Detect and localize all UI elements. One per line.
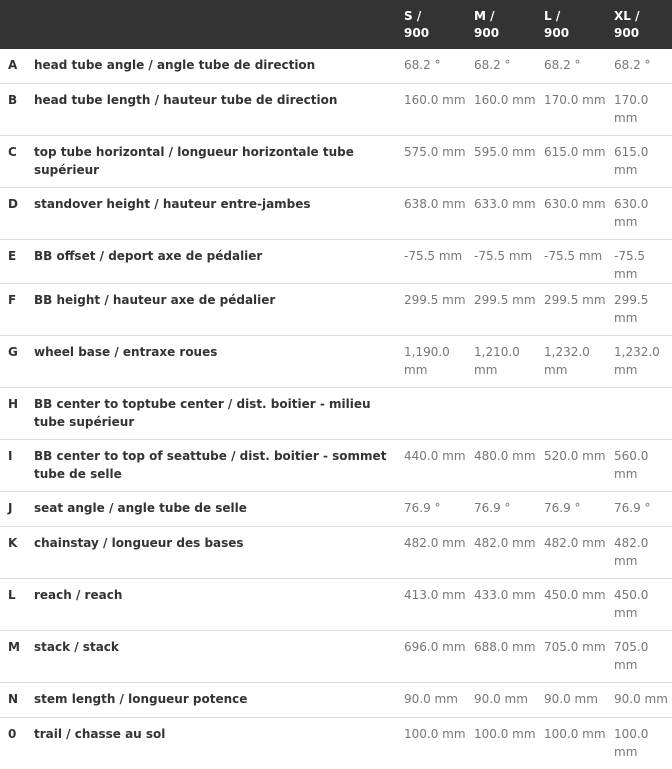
value-m: 299.5 mm bbox=[466, 284, 536, 336]
header-letter bbox=[0, 0, 34, 49]
value-xl: 560.0 mm bbox=[606, 440, 672, 492]
value-m: 480.0 mm bbox=[466, 440, 536, 492]
value-l: 615.0 mm bbox=[536, 136, 606, 188]
value-s: 90.0 mm bbox=[396, 683, 466, 718]
row-label: BB center to top of seattube / dist. boitier - sommet tube de selle bbox=[34, 440, 396, 492]
row-label: trail / chasse au sol bbox=[34, 718, 396, 769]
value-m: 90.0 mm bbox=[466, 683, 536, 718]
row-letter: I bbox=[0, 440, 34, 492]
row-letter: F bbox=[0, 284, 34, 336]
value-s: 696.0 mm bbox=[396, 631, 466, 683]
value-l: 299.5 mm bbox=[536, 284, 606, 336]
value-xl: 90.0 mm bbox=[606, 683, 672, 718]
value-s: 482.0 mm bbox=[396, 527, 466, 579]
header-size-m: M / 900 bbox=[466, 0, 536, 49]
row-letter: E bbox=[0, 240, 34, 284]
row-letter: D bbox=[0, 188, 34, 240]
table-row bbox=[0, 631, 672, 683]
value-xl: 1,232.0 mm bbox=[606, 336, 672, 388]
table-row bbox=[0, 683, 672, 718]
row-label: stack / stack bbox=[34, 631, 396, 683]
value-l: 630.0 mm bbox=[536, 188, 606, 240]
value-xl: 450.0 mm bbox=[606, 579, 672, 631]
table-row bbox=[0, 84, 672, 136]
value-s: -75.5 mm bbox=[396, 240, 466, 284]
header-size-s: S / 900 bbox=[396, 0, 466, 49]
value-l: 68.2 ° bbox=[536, 49, 606, 84]
row-label: BB height / hauteur axe de pédalier bbox=[34, 284, 396, 336]
table-body bbox=[0, 49, 672, 769]
value-s: 638.0 mm bbox=[396, 188, 466, 240]
value-s: 299.5 mm bbox=[396, 284, 466, 336]
value-s: 575.0 mm bbox=[396, 136, 466, 188]
value-s: 76.9 ° bbox=[396, 492, 466, 527]
value-m: 433.0 mm bbox=[466, 579, 536, 631]
row-label: head tube length / hauteur tube de direction bbox=[34, 84, 396, 136]
row-label: reach / reach bbox=[34, 579, 396, 631]
value-m: 100.0 mm bbox=[466, 718, 536, 769]
row-letter: M bbox=[0, 631, 34, 683]
value-xl: 615.0 mm bbox=[606, 136, 672, 188]
value-l: -75.5 mm bbox=[536, 240, 606, 284]
row-label: BB offset / deport axe de pédalier bbox=[34, 240, 396, 284]
row-label: top tube horizontal / longueur horizontale tube supérieur bbox=[34, 136, 396, 188]
table-row bbox=[0, 492, 672, 527]
value-m: 1,210.0 mm bbox=[466, 336, 536, 388]
row-label: wheel base / entraxe roues bbox=[34, 336, 396, 388]
value-m: 160.0 mm bbox=[466, 84, 536, 136]
row-label: seat angle / angle tube de selle bbox=[34, 492, 396, 527]
row-letter: A bbox=[0, 49, 34, 84]
value-l: 76.9 ° bbox=[536, 492, 606, 527]
value-m: 633.0 mm bbox=[466, 188, 536, 240]
row-label: BB center to toptube center / dist. boitier - milieu tube supérieur bbox=[34, 388, 396, 440]
value-m: 68.2 ° bbox=[466, 49, 536, 84]
table-row bbox=[0, 284, 672, 336]
value-m: -75.5 mm bbox=[466, 240, 536, 284]
value-l: 482.0 mm bbox=[536, 527, 606, 579]
row-letter: N bbox=[0, 683, 34, 718]
table-row bbox=[0, 136, 672, 188]
value-s bbox=[396, 388, 466, 440]
value-xl: 68.2 ° bbox=[606, 49, 672, 84]
value-l: 520.0 mm bbox=[536, 440, 606, 492]
value-s: 68.2 ° bbox=[396, 49, 466, 84]
row-letter: J bbox=[0, 492, 34, 527]
value-xl: 482.0 mm bbox=[606, 527, 672, 579]
header-label bbox=[34, 0, 396, 49]
value-l: 100.0 mm bbox=[536, 718, 606, 769]
table-row bbox=[0, 579, 672, 631]
row-label: stem length / longueur potence bbox=[34, 683, 396, 718]
value-m bbox=[466, 388, 536, 440]
value-xl: 705.0 mm bbox=[606, 631, 672, 683]
table-header bbox=[0, 0, 672, 49]
row-label: chainstay / longueur des bases bbox=[34, 527, 396, 579]
value-s: 160.0 mm bbox=[396, 84, 466, 136]
value-m: 76.9 ° bbox=[466, 492, 536, 527]
value-l: 705.0 mm bbox=[536, 631, 606, 683]
value-xl: 100.0 mm bbox=[606, 718, 672, 769]
table-row bbox=[0, 188, 672, 240]
row-letter: L bbox=[0, 579, 34, 631]
row-letter: K bbox=[0, 527, 34, 579]
value-m: 688.0 mm bbox=[466, 631, 536, 683]
row-letter: 0 bbox=[0, 718, 34, 769]
row-label: head tube angle / angle tube de direction bbox=[34, 49, 396, 84]
header-size-xl: XL / 900 bbox=[606, 0, 672, 49]
row-letter: C bbox=[0, 136, 34, 188]
value-s: 100.0 mm bbox=[396, 718, 466, 769]
row-letter: B bbox=[0, 84, 34, 136]
value-l: 90.0 mm bbox=[536, 683, 606, 718]
header-row bbox=[0, 0, 672, 49]
table-row bbox=[0, 336, 672, 388]
table-row bbox=[0, 388, 672, 440]
table-row bbox=[0, 718, 672, 769]
value-xl: 299.5 mm bbox=[606, 284, 672, 336]
table-row bbox=[0, 240, 672, 284]
value-m: 595.0 mm bbox=[466, 136, 536, 188]
value-s: 413.0 mm bbox=[396, 579, 466, 631]
row-letter: G bbox=[0, 336, 34, 388]
value-xl: 630.0 mm bbox=[606, 188, 672, 240]
value-m: 482.0 mm bbox=[466, 527, 536, 579]
value-xl: -75.5 mm bbox=[606, 240, 672, 284]
row-letter: H bbox=[0, 388, 34, 440]
value-l: 450.0 mm bbox=[536, 579, 606, 631]
value-xl bbox=[606, 388, 672, 440]
header-size-l: L / 900 bbox=[536, 0, 606, 49]
value-s: 1,190.0 mm bbox=[396, 336, 466, 388]
value-l: 170.0 mm bbox=[536, 84, 606, 136]
value-l bbox=[536, 388, 606, 440]
table-row bbox=[0, 527, 672, 579]
value-s: 440.0 mm bbox=[396, 440, 466, 492]
value-xl: 76.9 ° bbox=[606, 492, 672, 527]
table-row bbox=[0, 49, 672, 84]
row-label: standover height / hauteur entre-jambes bbox=[34, 188, 396, 240]
table-row bbox=[0, 440, 672, 492]
value-l: 1,232.0 mm bbox=[536, 336, 606, 388]
value-xl: 170.0 mm bbox=[606, 84, 672, 136]
